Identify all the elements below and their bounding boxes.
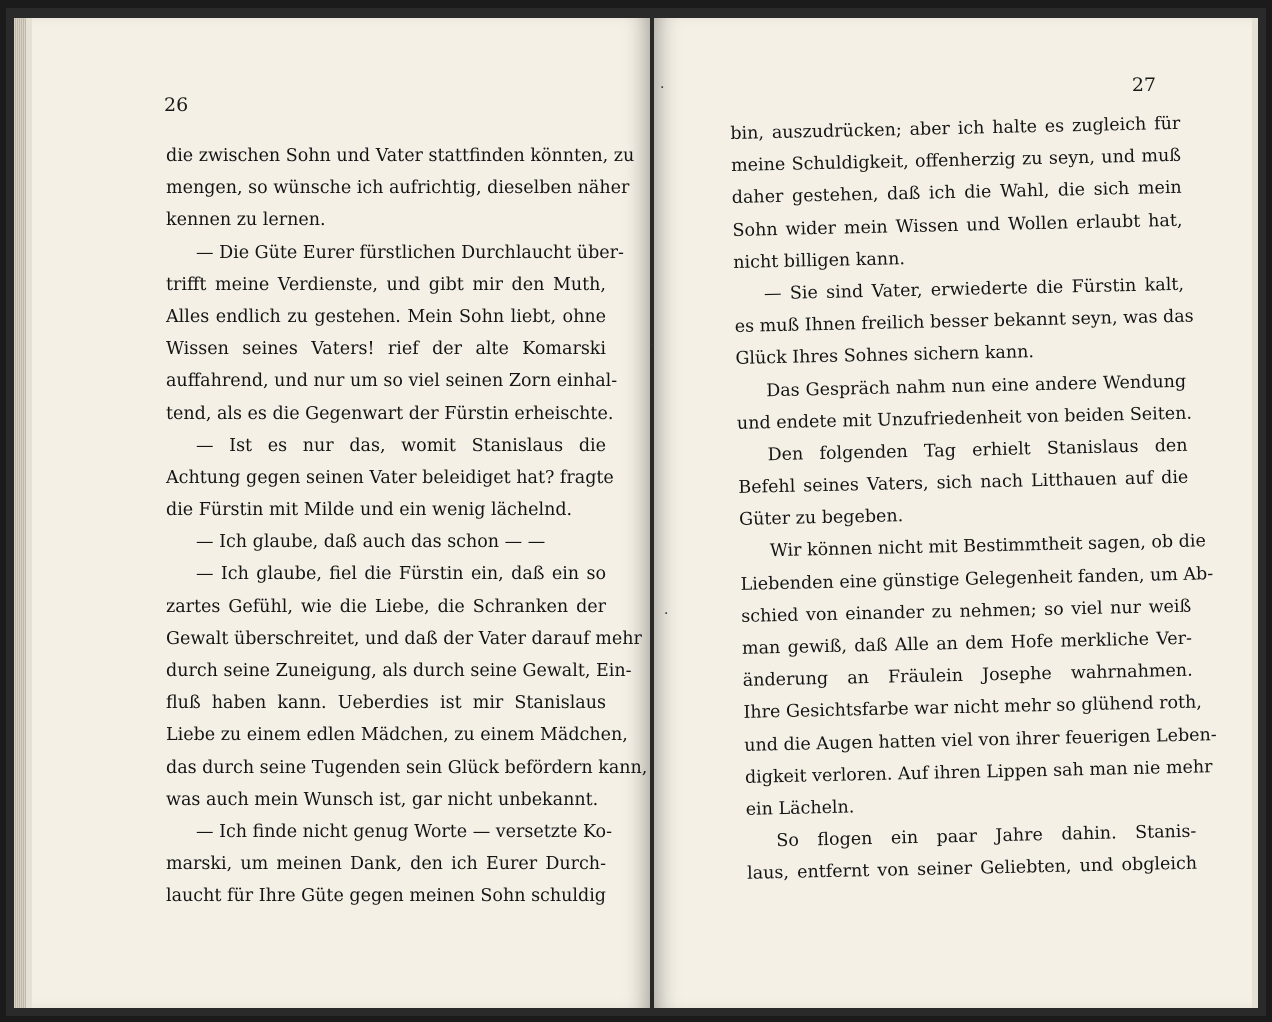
text-line: Befehl seines Vaters, sich nach Litthauen auf die	[738, 467, 1189, 498]
left-page-number: 26	[164, 94, 189, 116]
text-line: — Ich finde nicht genug Worte — versetzte Ko-	[196, 821, 612, 842]
text-line: zartes Gefühl, wie die Liebe, die Schranken der	[166, 596, 606, 617]
text-line: Liebe zu einem edlen Mädchen, zu einem Mädchen,	[166, 725, 628, 746]
text-line: die Fürstin mit Milde und ein wenig lächelnd.	[166, 500, 573, 521]
text-line: Sohn wider mein Wissen und Wollen erlaubt hat,	[732, 210, 1183, 241]
text-line: marski, um meinen Dank, den ich Eurer Durch-	[166, 854, 606, 875]
text-line: Den folgenden Tag erhielt Stanislaus den	[767, 435, 1188, 466]
text-line: durch seine Zuneigung, als durch seine Gewalt, Ein-	[166, 661, 632, 681]
right-page-text	[730, 108, 1217, 891]
text-line: die zwischen Sohn und Vater stattfinden könnten, zu	[166, 146, 635, 166]
text-line: Glück Ihres Sohnes sichern kann.	[735, 342, 1035, 370]
text-line: und die Augen hatten viel von ihrer feuerigen Leben-	[744, 724, 1217, 756]
text-line: Ihre Gesichtsfarbe war nicht mehr so glühend roth,	[743, 692, 1203, 724]
text-line: das durch seine Tugenden sein Glück befördern kann,	[166, 757, 648, 778]
text-line: — Ist es nur das, womit Stanislaus die	[196, 435, 606, 456]
text-line: nicht billigen kann.	[733, 248, 906, 273]
text-line: daher gestehen, daß ich die Wahl, die sich mein	[731, 178, 1182, 209]
binding-mark: ·	[660, 80, 665, 96]
right-page-number: 27	[1131, 74, 1156, 96]
text-line: mengen, so wünsche ich aufrichtig, dieselben näher	[166, 178, 630, 199]
text-line: man gewiß, daß Alle an dem Hofe merkliche Ver-	[741, 628, 1193, 659]
text-line: fluß haben kann. Ueberdies ist mir Stanislaus	[166, 693, 606, 714]
text-line: — Ich glaube, fiel die Fürstin ein, daß ein so	[196, 564, 606, 585]
text-line: digkeit verloren. Auf ihren Lippen sah man nie mehr	[744, 756, 1213, 788]
left-page-text	[166, 140, 648, 913]
text-line: kennen zu lernen.	[166, 210, 326, 231]
text-line: — Sie sind Vater, erwiederte die Fürstin kalt,	[763, 274, 1185, 305]
text-line: Liebenden eine günstige Gelegenheit fanden, um Ab-	[740, 563, 1214, 595]
open-book	[6, 8, 1266, 1016]
text-line: Wir können nicht mit Bestimmtheit sagen, ob die	[769, 531, 1207, 562]
text-line: Wissen seines Vaters! rief der alte Komarski	[166, 339, 606, 360]
text-line: trifft meine Verdienste, und gibt mir den Muth,	[166, 274, 606, 295]
text-line: laucht für Ihre Güte gegen meinen Sohn schuldig	[166, 886, 606, 907]
right-page	[654, 18, 1258, 1008]
text-line: was auch mein Wunsch ist, gar nicht unbekannt.	[166, 789, 599, 810]
text-line: schied von einander zu nehmen; so viel nur weiß	[741, 596, 1192, 627]
left-page	[26, 18, 655, 1008]
text-line: — Ich glaube, daß auch das schon — —	[196, 532, 546, 553]
text-line: tend, als es die Gegenwart der Fürstin erheischte.	[166, 403, 614, 424]
text-line: Güter zu begeben.	[738, 506, 904, 531]
text-line: ein Lächeln.	[745, 797, 855, 820]
text-line: — Die Güte Eurer fürstlichen Durchlaucht über-	[196, 242, 624, 263]
text-line: es muß Ihnen freilich besser bekannt seyn, was das	[734, 306, 1194, 338]
text-line: und endete mit Unzufriedenheit von beiden Seiten.	[736, 403, 1193, 434]
text-line: auffahrend, und nur um so viel seinen Zorn einhal-	[166, 371, 618, 392]
binding-mark: ·	[664, 606, 669, 622]
text-line: bin, auszudrücken; aber ich halte es zugleich für	[730, 113, 1181, 144]
text-line: Das Gespräch nahm nun eine andere Wendung	[765, 371, 1187, 401]
text-line: meine Schuldigkeit, offenherzig zu seyn, und muß	[730, 145, 1182, 177]
text-line: laus, entfernt von seiner Geliebten, und obgleich	[746, 853, 1198, 885]
text-line: änderung an Fräulein Josephe wahrnahmen.	[742, 660, 1193, 692]
text-line: Achtung gegen seinen Vater beleidiget hat? fragte	[166, 467, 614, 488]
text-line: Gewalt überschreitet, und daß der Vater darauf mehr	[166, 628, 642, 649]
text-line: So flogen ein paar Jahre dahin. Stanis-	[776, 821, 1197, 852]
text-line: Alles endlich zu gestehen. Mein Sohn liebt, ohne	[166, 306, 606, 327]
binding-mark: ·	[650, 338, 655, 354]
